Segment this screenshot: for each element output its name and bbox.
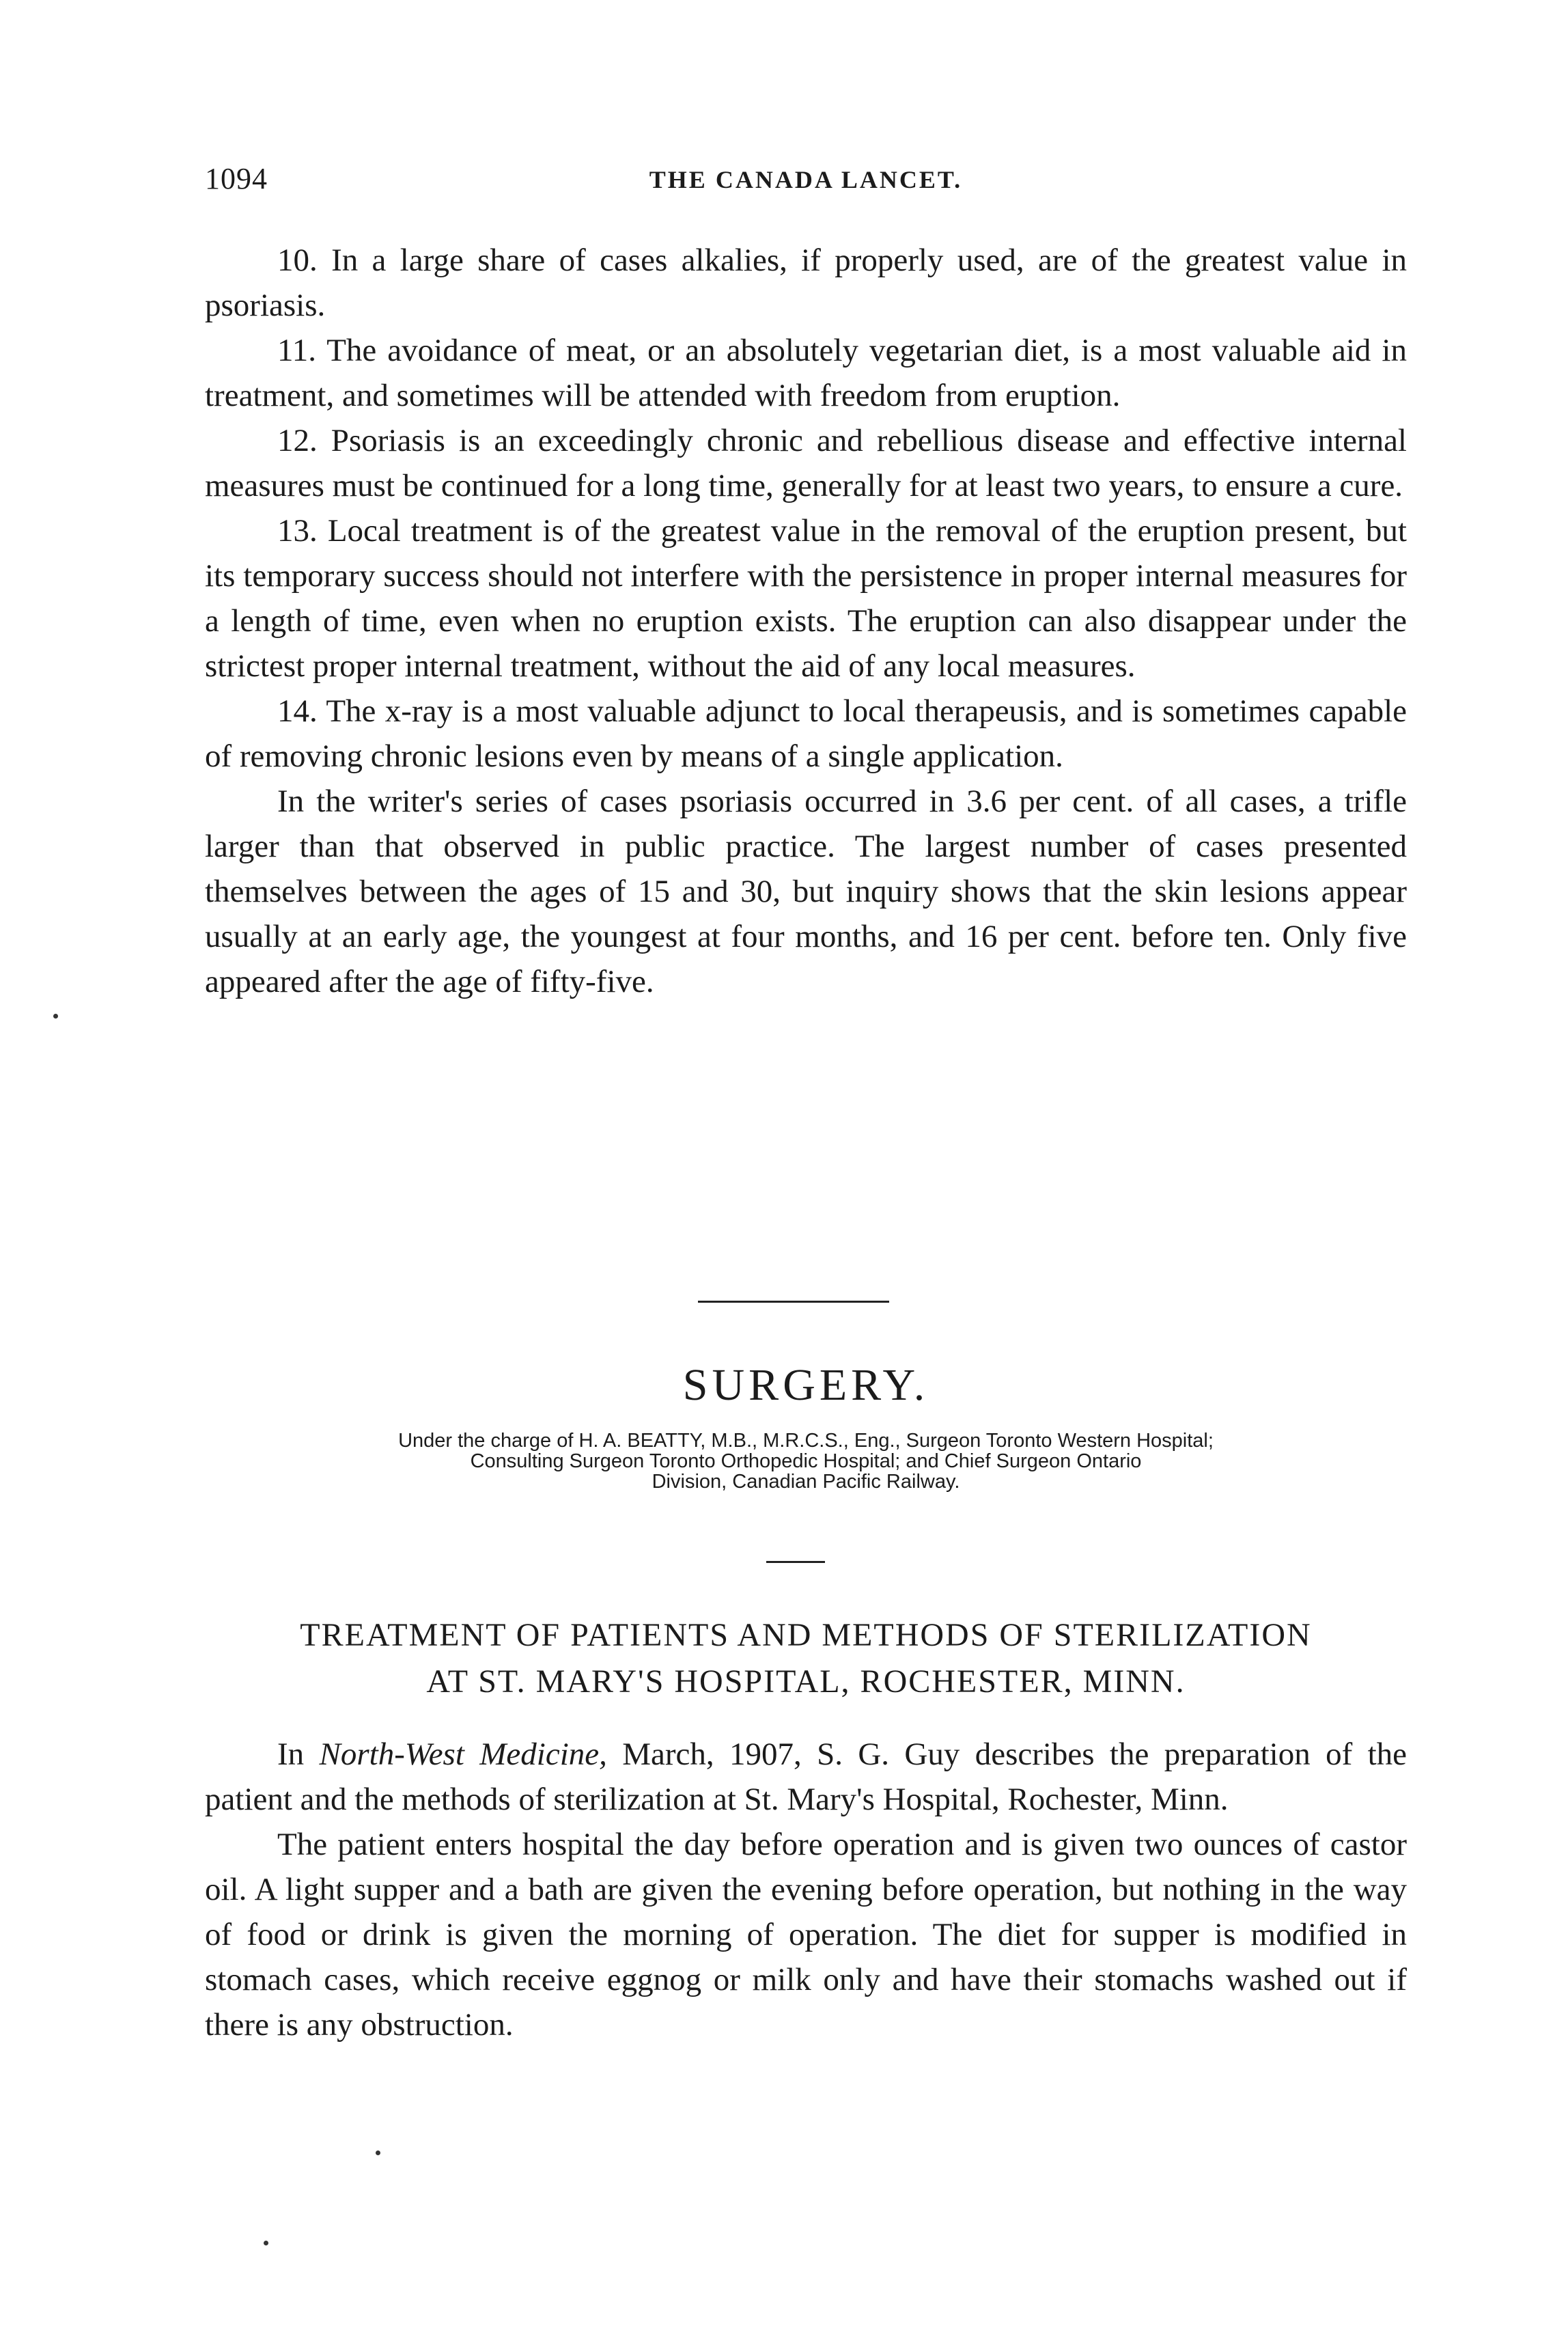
- section-title: SURGERY.: [682, 1360, 929, 1410]
- section-divider: [698, 1301, 889, 1303]
- scan-speck: [53, 1014, 58, 1019]
- article-body: [205, 1732, 1407, 2047]
- short-divider: [766, 1561, 825, 1563]
- editor-note-line: Consulting Surgeon Toronto Orthopedic Hospital; and Chief Surgeon Ontario: [470, 1450, 1142, 1472]
- paragraph: 13. Local treatment is of the greatest value in the removal of the eruption present, but its temporary success should not interfere with the persistence in proper internal measures for a length of time, even when no eruption exists. The eruption can also disappear under the strictest proper internal treatment, without the aid of any local measures.: [205, 513, 1407, 684]
- paragraph: 10. In a large share of cases alkalies, if properly used, are of the greatest value in psoriasis.: [205, 243, 1407, 323]
- paragraph: In the writer's series of cases psoriasis occurred in 3.6 per cent. of all cases, a trifle larger than that observed in public practice. The largest number of cases presented themselves between the ages of 15 and 30, but inquiry shows that the skin lesions appear usually at an early age, the youngest at four months, and 16 per cent. before ten. Only five appeared after the age of fifty-five.: [205, 784, 1407, 999]
- editor-note-line: Under the charge of H. A. BEATTY, M.B., M.R.C.S., Eng., Surgeon Toronto Western Hospital;: [398, 1430, 1214, 1452]
- paragraph: [205, 1732, 1407, 1822]
- article-title-line: AT ST. MARY'S HOSPITAL, ROCHESTER, MINN.: [426, 1663, 1186, 1700]
- editor-note-line: Division, Canadian Pacific Railway.: [652, 1471, 960, 1493]
- paragraph: 12. Psoriasis is an exceedingly chronic and rebellious disease and effective internal measures must be continued for a long time, generally for at least two years, to ensure a cure.: [205, 423, 1407, 503]
- article-title: [205, 1612, 1407, 1705]
- scan-speck: [264, 2241, 268, 2245]
- intro-prefix: In: [277, 1737, 320, 1772]
- article-title-line: TREATMENT OF PATIENTS AND METHODS OF STERILIZATION: [300, 1617, 1312, 1653]
- paragraph: The patient enters hospital the day before operation and is given two ounces of castor oil. A light supper and a bath are given the evening before operation, but nothing in the way of food or drink is given the morning of operation. The diet for supper is modified in stomach cases, which receive eggnog or milk only and have their stomachs washed out if there is any obstruction.: [205, 1827, 1407, 2043]
- paragraph: 14. The x-ray is a most valuable adjunct to local therapeusis, and is sometimes capable of removing chronic lesions even by means of a single application.: [205, 693, 1407, 774]
- source-journal: North-West Medicine,: [319, 1737, 607, 1772]
- running-head: [205, 161, 1407, 202]
- intro-rest: March, 1907, S. G. Guy describes the preparation of the patient and the methods of sterilization at St. Mary's Hospital, Rochester, Minn.: [205, 1737, 1407, 1817]
- scan-speck: [376, 2150, 380, 2155]
- paragraph: 11. The avoidance of meat, or an absolutely vegetarian diet, is a most valuable aid in treatment, and sometimes will be attended with freedom from eruption.: [205, 333, 1407, 413]
- psoriasis-conclusions: [205, 238, 1407, 1004]
- page-number: 1094: [205, 162, 268, 195]
- journal-title: THE CANADA LANCET.: [649, 166, 963, 193]
- section-editor-note: [205, 1430, 1407, 1492]
